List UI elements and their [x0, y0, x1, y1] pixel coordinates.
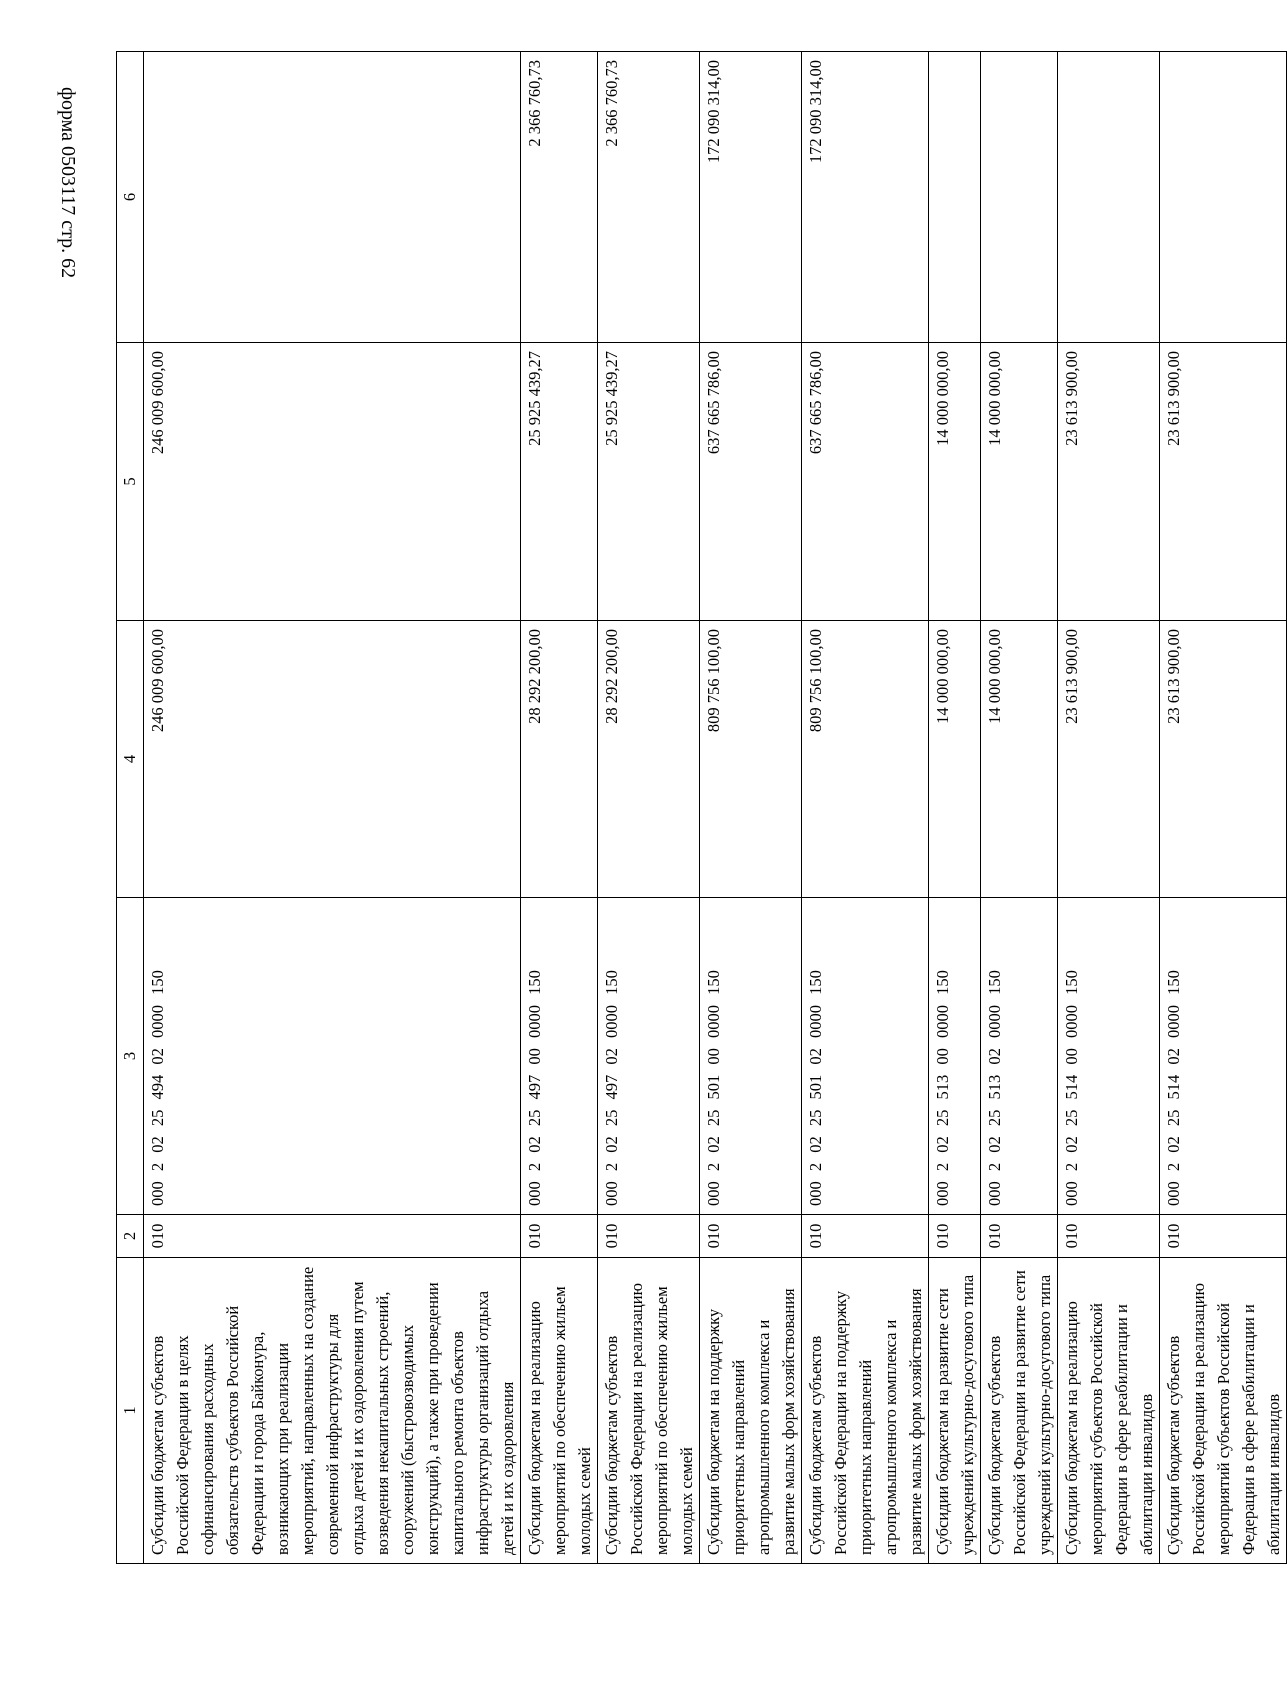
column-number-2: 2	[117, 1215, 144, 1258]
income-name-cell: Субсидии бюджетам на реализацию мероприятий субъектов Российской Федерации в сфере реабилитации и абилитации инвалидов	[1058, 1258, 1160, 1564]
budget-income-table	[116, 51, 1287, 1564]
column-number-3: 3	[117, 898, 144, 1215]
column-number-5: 5	[117, 343, 144, 621]
executed-amount-cell: 637 665 786,00	[802, 343, 929, 621]
approved-amount-cell: 809 756 100,00	[700, 621, 802, 898]
column-number-row	[117, 52, 144, 1564]
executed-amount-cell: 637 665 786,00	[700, 343, 802, 621]
line-code-cell: 010	[1058, 1215, 1160, 1258]
budget-classification-code-cell: 000 2 02 25 513 02 0000 150	[981, 898, 1058, 1215]
executed-amount-cell: 14 000 000,00	[929, 343, 981, 621]
budget-classification-code-cell: 000 2 02 25 501 02 0000 150	[802, 898, 929, 1215]
executed-amount-cell: 14 000 000,00	[981, 343, 1058, 621]
budget-classification-code-cell: 000 2 02 25 514 00 0000 150	[1058, 898, 1160, 1215]
executed-amount-cell: 25 925 439,27	[521, 343, 598, 621]
table-row	[981, 52, 1058, 1564]
table-row	[521, 52, 598, 1564]
column-number-1: 1	[117, 1258, 144, 1564]
report-table-frame	[116, 52, 1283, 1564]
column-number-6: 6	[117, 52, 144, 343]
income-name-cell: Субсидии бюджетам на поддержку приоритетных направлений агропромышленного комплекса и развитие малых форм хозяйствования	[700, 1258, 802, 1564]
column-number-4: 4	[117, 621, 144, 898]
unexecuted-amount-cell	[144, 52, 521, 343]
table-row	[802, 52, 929, 1564]
unexecuted-amount-cell	[1160, 52, 1287, 343]
line-code-cell: 010	[144, 1215, 521, 1258]
table-row	[598, 52, 700, 1564]
table-row	[144, 52, 521, 1564]
budget-classification-code-cell: 000 2 02 25 501 00 0000 150	[700, 898, 802, 1215]
line-code-cell: 010	[929, 1215, 981, 1258]
table-row	[700, 52, 802, 1564]
income-name-cell: Субсидии бюджетам на развитие сети учреждений культурно-досугового типа	[929, 1258, 981, 1564]
budget-classification-code-cell: 000 2 02 25 497 02 0000 150	[598, 898, 700, 1215]
unexecuted-amount-cell: 2 366 760,73	[521, 52, 598, 343]
table-row	[1058, 52, 1160, 1564]
unexecuted-amount-cell	[1058, 52, 1160, 343]
line-code-cell: 010	[1160, 1215, 1287, 1258]
table-row	[929, 52, 981, 1564]
budget-classification-code-cell: 000 2 02 25 513 00 0000 150	[929, 898, 981, 1215]
approved-amount-cell: 23 613 900,00	[1058, 621, 1160, 898]
approved-amount-cell: 246 009 600,00	[144, 621, 521, 898]
rotated-table-container	[116, 52, 1283, 1564]
form-page-label: форма 0503117 стр. 62	[57, 86, 79, 278]
income-name-cell: Субсидии бюджетам субъектов Российской Федерации в целях софинансирования расходных обязательств субъектов Российской Федерации и города Байконура, возникающих при реализации мероприятий, направленных на создание современной инфраструктуры для отдыха детей и их оздоровления путем возведения некапитальных строений, сооружений (быстровозводимых конструкций), а также при проведении капитального ремонта объектов инфраструктуры организаций отдыха детей и их оздоровления	[144, 1258, 521, 1564]
approved-amount-cell: 28 292 200,00	[598, 621, 700, 898]
approved-amount-cell: 28 292 200,00	[521, 621, 598, 898]
budget-classification-code-cell: 000 2 02 25 494 02 0000 150	[144, 898, 521, 1215]
approved-amount-cell: 23 613 900,00	[1160, 621, 1287, 898]
executed-amount-cell: 25 925 439,27	[598, 343, 700, 621]
unexecuted-amount-cell	[981, 52, 1058, 343]
income-name-cell: Субсидии бюджетам на реализацию мероприятий по обеспечению жильем молодых семей	[521, 1258, 598, 1564]
income-name-cell: Субсидии бюджетам субъектов Российской Федерации на поддержку приоритетных направлений агропромышленного комплекса и развитие малых форм хозяйствования	[802, 1258, 929, 1564]
approved-amount-cell: 14 000 000,00	[981, 621, 1058, 898]
table-row	[1160, 52, 1287, 1564]
line-code-cell: 010	[981, 1215, 1058, 1258]
executed-amount-cell: 246 009 600,00	[144, 343, 521, 621]
line-code-cell: 010	[700, 1215, 802, 1258]
budget-classification-code-cell: 000 2 02 25 497 00 0000 150	[521, 898, 598, 1215]
budget-classification-code-cell: 000 2 02 25 514 02 0000 150	[1160, 898, 1287, 1215]
unexecuted-amount-cell: 172 090 314,00	[700, 52, 802, 343]
approved-amount-cell: 14 000 000,00	[929, 621, 981, 898]
unexecuted-amount-cell: 172 090 314,00	[802, 52, 929, 343]
line-code-cell: 010	[802, 1215, 929, 1258]
income-name-cell: Субсидии бюджетам субъектов Российской Федерации на реализацию мероприятий по обеспечению жильем молодых семей	[598, 1258, 700, 1564]
income-name-cell: Субсидии бюджетам субъектов Российской Федерации на развитие сети учреждений культурно-досугового типа	[981, 1258, 1058, 1564]
executed-amount-cell: 23 613 900,00	[1058, 343, 1160, 621]
income-name-cell: Субсидии бюджетам субъектов Российской Федерации на реализацию мероприятий субъектов Российской Федерации в сфере реабилитации и абилитации инвалидов	[1160, 1258, 1287, 1564]
approved-amount-cell: 809 756 100,00	[802, 621, 929, 898]
line-code-cell: 010	[521, 1215, 598, 1258]
executed-amount-cell: 23 613 900,00	[1160, 343, 1287, 621]
unexecuted-amount-cell	[929, 52, 981, 343]
unexecuted-amount-cell: 2 366 760,73	[598, 52, 700, 343]
line-code-cell: 010	[598, 1215, 700, 1258]
